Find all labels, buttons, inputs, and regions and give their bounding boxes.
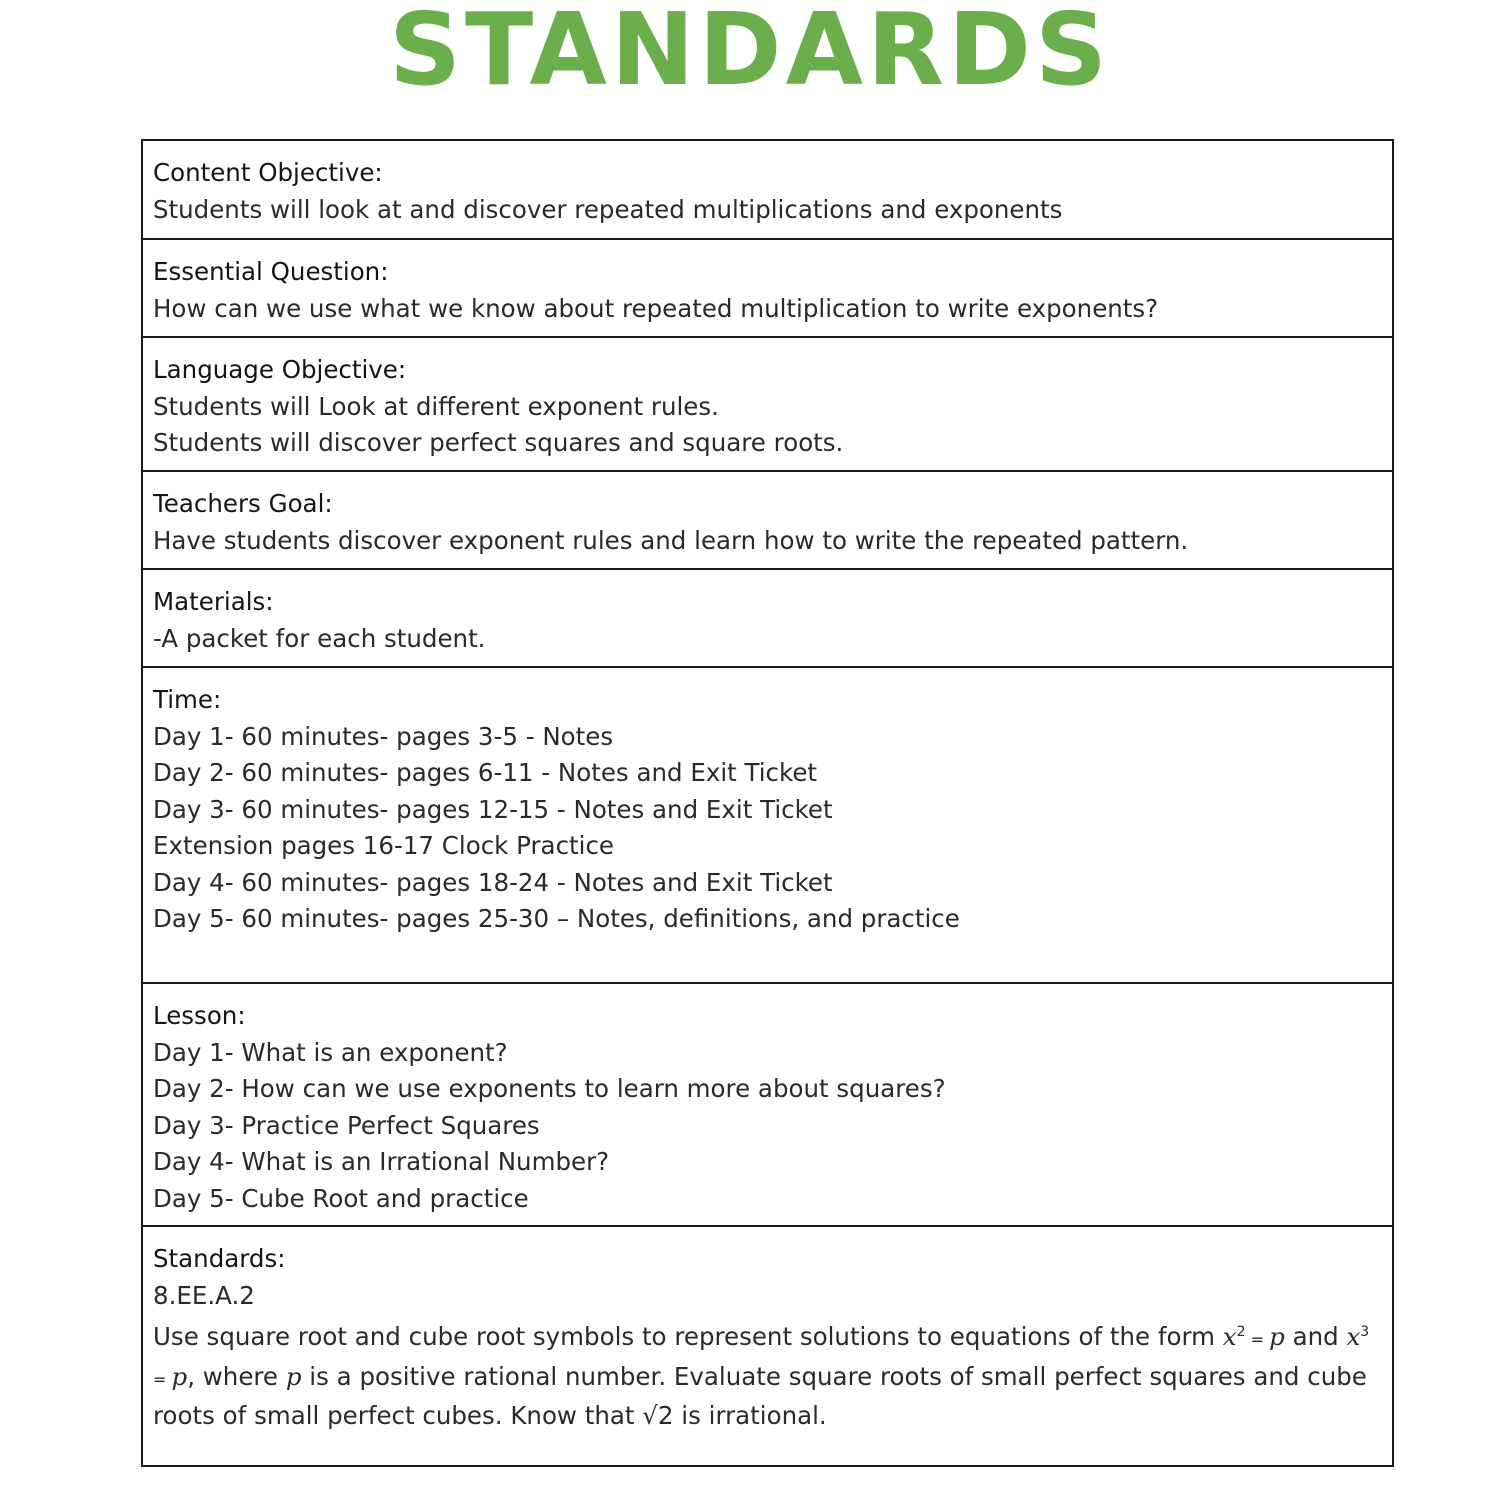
exponent-3: 3	[1360, 1324, 1370, 1340]
section-line: Day 1- What is an exponent?	[153, 1037, 508, 1067]
section-line: Day 5- 60 minutes- pages 25-30 – Notes, definitions, and practice	[153, 904, 960, 933]
section-line: Extension pages 16-17 Clock Practice	[153, 831, 614, 860]
section-label: Materials:	[153, 587, 274, 616]
section-line: Day 4- What is an Irrational Number?	[153, 1147, 610, 1176]
standard-text-part: Use square root and cube root symbols to represent solutions to equations of the form	[153, 1322, 1223, 1352]
variable-x: x	[1346, 1322, 1361, 1352]
section-materials	[143, 570, 1392, 668]
section-teachers-goal	[143, 472, 1392, 570]
section-line: Students will discover perfect squares and square roots.	[153, 428, 844, 457]
section-label: Essential Question:	[153, 257, 389, 286]
section-line: Day 2- How can we use exponents to learn more about squares?	[153, 1074, 946, 1103]
section-line: -A packet for each student.	[153, 623, 486, 653]
section-line: Day 4- 60 minutes- pages 18-24 - Notes and Exit Ticket	[153, 867, 833, 897]
section-line: Day 3- 60 minutes- pages 12-15 - Notes and Exit Ticket	[153, 794, 833, 824]
section-line: Day 2- 60 minutes- pages 6-11 - Notes and Exit Ticket	[153, 758, 818, 787]
section-essential-question	[143, 240, 1392, 338]
standard-text-part: is a positive rational number. Evaluate square roots of small perfect squares and cube roots of small perfect cubes. Know that √2 is irrational.	[153, 1361, 1367, 1431]
variable-p: p	[171, 1361, 188, 1391]
standard-code: 8.EE.A.2	[153, 1280, 255, 1310]
equals-sign: =	[153, 1369, 172, 1389]
section-language-objective	[143, 338, 1392, 472]
section-label: Lesson:	[153, 1001, 246, 1030]
variable-p: p	[1269, 1322, 1285, 1352]
section-line: Day 5- Cube Root and practice	[153, 1183, 529, 1213]
section-label: Standards:	[153, 1244, 286, 1273]
section-time	[143, 668, 1392, 984]
section-line: Students will look at and discover repeated multiplications and exponents	[153, 194, 1063, 224]
standard-text-and: and	[1284, 1322, 1347, 1352]
section-line: Day 3- Practice Perfect Squares	[153, 1110, 540, 1140]
section-line: Have students discover exponent rules and learn how to write the repeated pattern.	[153, 525, 1189, 555]
section-line: How can we use what we know about repeated multiplication to write exponents?	[153, 293, 1159, 323]
variable-p: p	[285, 1361, 302, 1391]
section-label: Language Objective:	[153, 355, 407, 384]
section-label: Content Objective:	[153, 158, 383, 187]
section-standards	[143, 1227, 1392, 1464]
page-title: STANDARDS	[389, 0, 1111, 108]
section-line: Students will Look at different exponent rules.	[153, 391, 719, 421]
variable-x: x	[1222, 1322, 1237, 1352]
standards-table	[141, 139, 1394, 1467]
standard-text-part: , where	[187, 1361, 286, 1391]
exponent-2: 2	[1236, 1324, 1246, 1340]
equals-sign: =	[1245, 1330, 1270, 1350]
section-line: Day 1- 60 minutes- pages 3-5 - Notes	[153, 721, 614, 751]
section-lesson	[143, 984, 1392, 1227]
section-label: Teachers Goal:	[153, 489, 333, 518]
standard-description	[153, 1314, 1382, 1435]
section-content-objective	[143, 141, 1392, 240]
section-label: Time:	[153, 685, 222, 714]
